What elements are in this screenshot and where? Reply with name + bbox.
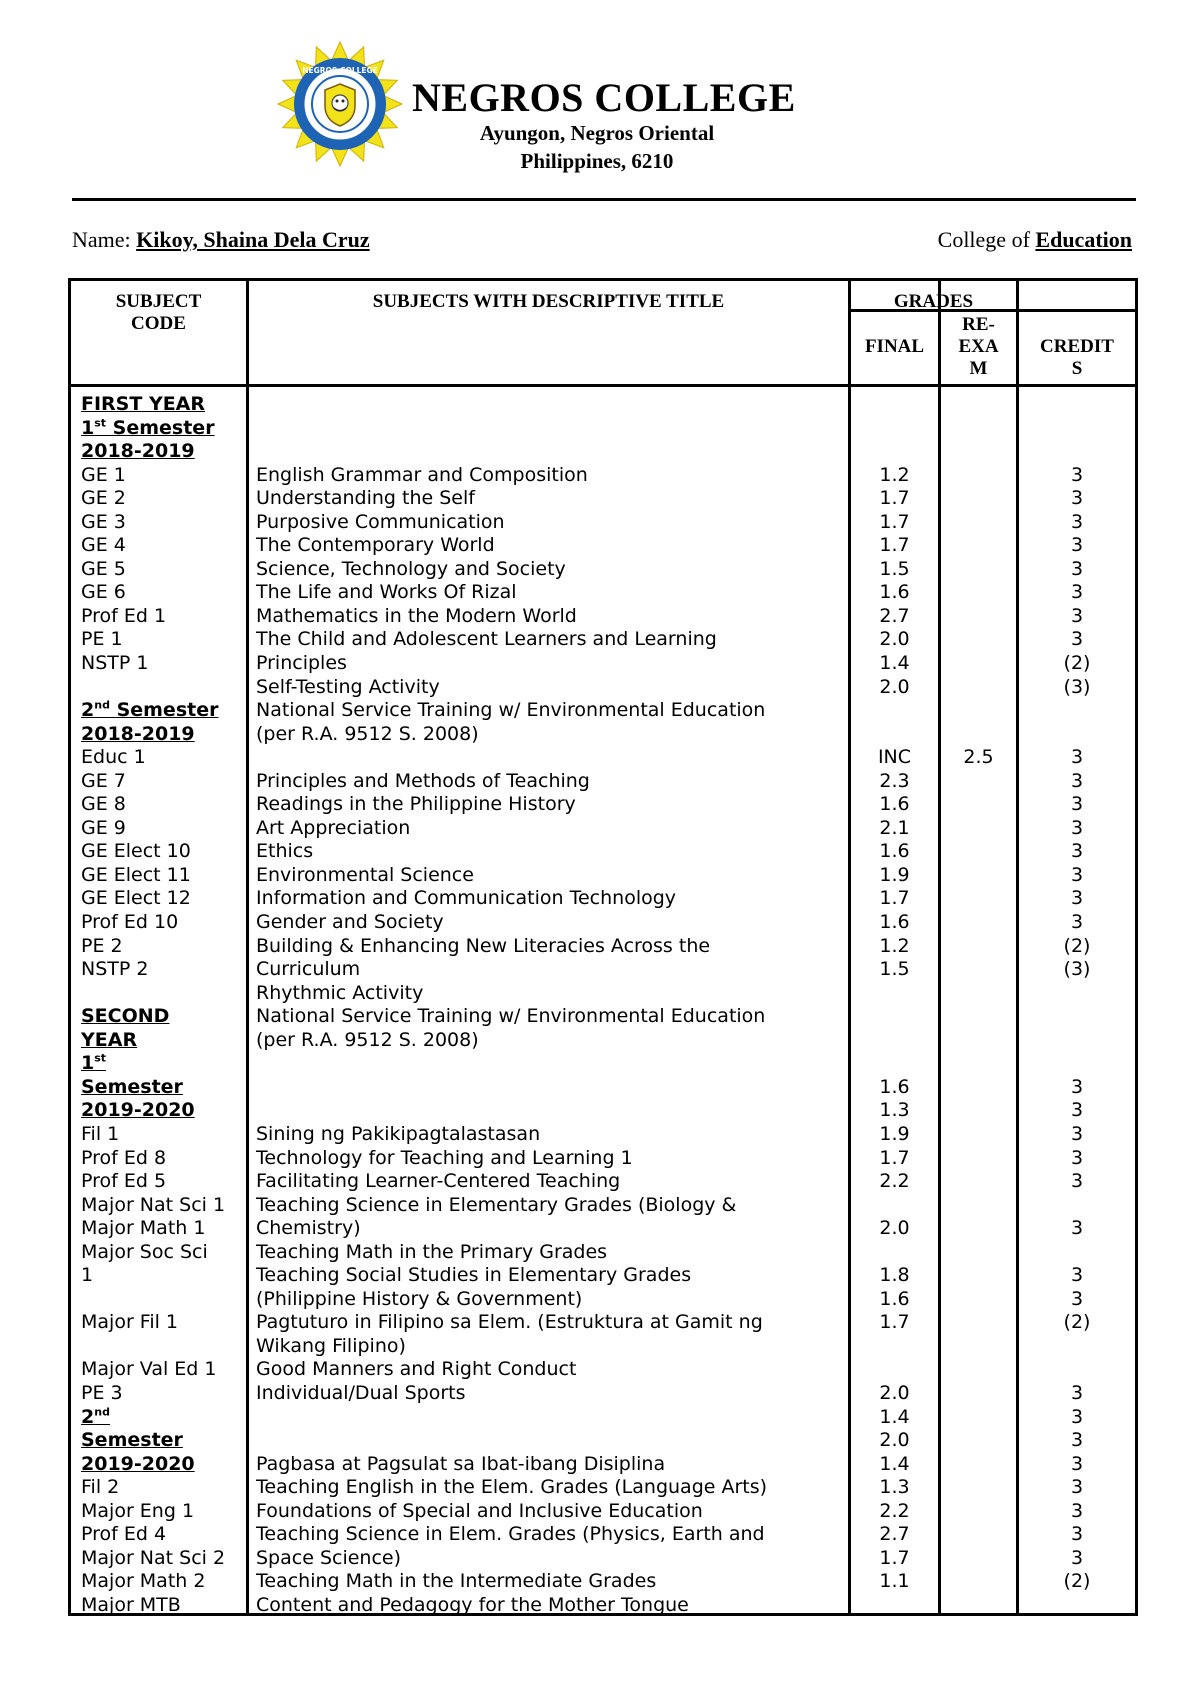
college-seal-logo xyxy=(276,40,404,168)
final-grade-column xyxy=(851,393,938,1617)
seal-ring-text: NEGROS COLLEGE xyxy=(302,66,378,75)
subject-code-cell xyxy=(81,1029,243,1053)
semester-heading: 2019-2020 xyxy=(81,1099,195,1122)
semester-heading: 2019-2020 xyxy=(81,1452,195,1475)
final-grade-cell xyxy=(851,417,938,441)
header-grades: GRADES xyxy=(893,291,974,312)
subject-code-cell xyxy=(81,1453,243,1477)
subject-code-cell: GE 4 xyxy=(81,534,126,557)
final-grade-cell xyxy=(851,1241,938,1265)
subject-title-cell xyxy=(256,1406,841,1430)
final-grade-cell xyxy=(851,1194,938,1218)
credit-cell xyxy=(1019,1194,1135,1218)
subject-code-cell: GE Elect 11 xyxy=(81,863,191,886)
subject-code-cell: 1 xyxy=(81,1264,94,1287)
credit-cell: 3 xyxy=(1070,746,1084,769)
credit-cell xyxy=(1019,982,1135,1006)
address-line-1: Ayungon, Negros Oriental xyxy=(479,121,715,145)
subject-title-cell: The Child and Adolescent Learners and Learning xyxy=(256,628,717,651)
credit-cell: (3) xyxy=(1063,958,1091,981)
final-grade-cell: 1.4 xyxy=(879,652,910,675)
credit-cell: 3 xyxy=(1070,1287,1084,1310)
subject-code-cell: GE 6 xyxy=(81,581,126,604)
credit-cell: (2) xyxy=(1063,1311,1091,1334)
subject-title-cell: (per R.A. 9512 S. 2008) xyxy=(256,722,479,745)
final-grade-cell: 2.0 xyxy=(879,1429,910,1452)
reexam-grade-cell xyxy=(941,511,1016,535)
subject-code-cell xyxy=(81,1429,243,1453)
credit-cell: 3 xyxy=(1070,887,1084,910)
subject-code-cell: Prof Ed 5 xyxy=(81,1170,167,1193)
reexam-grade-cell xyxy=(941,628,1016,652)
final-grade-cell xyxy=(851,1029,938,1053)
credit-cell: 3 xyxy=(1070,1264,1084,1287)
header-descriptive-title: SUBJECTS WITH DESCRIPTIVE TITLE xyxy=(372,291,725,312)
final-grade-cell: 1.7 xyxy=(879,1146,910,1169)
subject-code-cell xyxy=(81,417,243,441)
column-divider xyxy=(246,281,249,1613)
subject-title-cell: Content and Pedagogy for the Mother Tongue xyxy=(256,1593,689,1616)
final-grade-cell: 1.9 xyxy=(879,1122,910,1145)
final-grade-cell: 2.2 xyxy=(879,1499,910,1522)
subject-title-cell: Teaching Science in Elem. Grades (Physics, Earth and xyxy=(256,1523,765,1546)
final-grade-cell xyxy=(851,723,938,747)
subject-code-cell: Major Nat Sci 2 xyxy=(81,1546,226,1569)
credit-cell: 3 xyxy=(1070,1170,1084,1193)
reexam-grade-cell xyxy=(941,487,1016,511)
final-grade-cell: 2.3 xyxy=(879,769,910,792)
credit-cell: 3 xyxy=(1070,840,1084,863)
credit-cell: 3 xyxy=(1070,1499,1084,1522)
header-divider xyxy=(72,198,1136,201)
subject-code-cell: GE 2 xyxy=(81,487,126,510)
reexam-grade-cell xyxy=(941,558,1016,582)
subject-code-cell xyxy=(81,1005,243,1029)
subject-title-cell: Principles xyxy=(256,652,347,675)
credit-cell: 3 xyxy=(1070,1452,1084,1475)
credit-cell: 3 xyxy=(1070,1122,1084,1145)
subject-title-cell: (Philippine History & Government) xyxy=(256,1287,583,1310)
subject-code-cell: PE 3 xyxy=(81,1381,123,1404)
subject-title-cell: Ethics xyxy=(256,840,314,863)
college-value: Education xyxy=(1035,227,1132,252)
subject-title-cell: National Service Training w/ Environmental Education xyxy=(256,699,766,722)
subject-title-cell: Space Science) xyxy=(256,1546,402,1569)
reexam-grade-cell xyxy=(941,652,1016,676)
final-grade-cell xyxy=(851,1594,938,1618)
credit-cell: 3 xyxy=(1070,463,1084,486)
subject-code-cell: PE 1 xyxy=(81,628,123,651)
subject-title-cell xyxy=(256,440,841,464)
subject-title-cell: Purposive Communication xyxy=(256,510,505,533)
subject-title-cell: National Service Training w/ Environmental Education xyxy=(256,1005,766,1028)
subject-title-cell: Teaching Science in Elementary Grades (Biology & xyxy=(256,1193,737,1216)
subject-code-cell xyxy=(81,1288,243,1312)
final-grade-cell: 1.7 xyxy=(879,1311,910,1334)
college-label: College of xyxy=(937,227,1036,252)
subject-title-cell: Sining ng Pakikipagtalastasan xyxy=(256,1122,541,1145)
final-grade-cell xyxy=(851,1335,938,1359)
subject-code-cell: Prof Ed 8 xyxy=(81,1146,167,1169)
final-grade-cell: 1.4 xyxy=(879,1452,910,1475)
subject-code-cell: Fil 1 xyxy=(81,1122,120,1145)
reexam-grade-cell xyxy=(941,605,1016,629)
credit-cell: 3 xyxy=(1070,1476,1084,1499)
semester-heading: FIRST YEAR xyxy=(81,393,206,415)
subject-code-cell: GE 5 xyxy=(81,557,126,580)
final-grade-cell xyxy=(851,393,938,417)
subject-title-cell: Good Manners and Right Conduct xyxy=(256,1358,577,1381)
subject-code-cell: PE 2 xyxy=(81,934,123,957)
final-grade-cell: 1.6 xyxy=(879,793,910,816)
final-grade-cell: 1.7 xyxy=(879,534,910,557)
subject-code-cell xyxy=(81,1099,243,1123)
credit-cell: 3 xyxy=(1070,628,1084,651)
credit-cell: 3 xyxy=(1070,487,1084,510)
final-grade-cell: 1.1 xyxy=(879,1570,910,1593)
credit-cell xyxy=(1019,440,1135,464)
header-subject-code: SUBJECT CODE xyxy=(115,291,202,334)
final-grade-cell xyxy=(851,1005,938,1029)
subject-code-cell: NSTP 1 xyxy=(81,652,149,675)
credit-cell xyxy=(1019,1358,1135,1382)
credit-cell xyxy=(1019,1029,1135,1053)
semester-heading: Semester xyxy=(81,1429,183,1452)
credit-cell: 3 xyxy=(1070,1217,1084,1240)
subject-code-cell xyxy=(81,440,243,464)
subject-title-cell: Understanding the Self xyxy=(256,487,475,510)
subject-code-cell: GE Elect 10 xyxy=(81,840,191,863)
credit-cell: (2) xyxy=(1063,1570,1091,1593)
final-grade-cell: 1.7 xyxy=(879,487,910,510)
subject-title-cell: The Life and Works Of Rizal xyxy=(256,581,517,604)
grades-table xyxy=(68,278,1138,1616)
reexam-grade-cell xyxy=(941,393,1016,417)
subject-title-cell xyxy=(256,1052,841,1076)
final-grade-cell: 1.6 xyxy=(879,1075,910,1098)
subject-title-cell: Information and Communication Technology xyxy=(256,887,677,910)
subject-code-cell: Major MTB xyxy=(81,1593,181,1616)
credit-cell: 3 xyxy=(1070,1381,1084,1404)
subject-title-cell: Chemistry) xyxy=(256,1217,361,1240)
credit-cell: 3 xyxy=(1070,604,1084,627)
subject-title-cell xyxy=(256,1076,841,1100)
subject-code-cell: NSTP 2 xyxy=(81,958,149,981)
reexam-grade-column xyxy=(941,393,1016,770)
credits-column xyxy=(1019,393,1135,1617)
subject-title-cell: Rhythmic Activity xyxy=(256,981,424,1004)
student-name-line xyxy=(72,227,370,253)
reexam-grade-cell xyxy=(941,699,1016,723)
credit-cell: (3) xyxy=(1063,675,1091,698)
credit-cell xyxy=(1019,1335,1135,1359)
subject-title-cell xyxy=(256,417,841,441)
credit-cell: 3 xyxy=(1070,510,1084,533)
name-label: Name: xyxy=(72,227,137,252)
reexam-grade-cell: 2.5 xyxy=(963,746,994,769)
credit-cell: 3 xyxy=(1070,769,1084,792)
subject-title-cell: Mathematics in the Modern World xyxy=(256,604,577,627)
credit-cell xyxy=(1019,1594,1135,1618)
subject-code-cell: Educ 1 xyxy=(81,746,146,769)
credit-cell: 3 xyxy=(1070,793,1084,816)
subject-code-cell: Major Nat Sci 1 xyxy=(81,1193,226,1216)
credit-cell: 3 xyxy=(1070,816,1084,839)
credit-cell xyxy=(1019,1052,1135,1076)
credit-cell: 3 xyxy=(1070,534,1084,557)
final-grade-cell xyxy=(851,1358,938,1382)
subject-title-cell: Principles and Methods of Teaching xyxy=(256,769,590,792)
final-grade-cell: 1.7 xyxy=(879,510,910,533)
address-line-2: Philippines, 6210 xyxy=(520,149,674,173)
semester-heading: 2018-2019 xyxy=(81,440,195,463)
final-grade-cell xyxy=(851,1052,938,1076)
subject-code-cell: Major Math 2 xyxy=(81,1570,206,1593)
subject-title-cell: Facilitating Learner-Centered Teaching xyxy=(256,1170,621,1193)
credit-cell: 3 xyxy=(1070,1099,1084,1122)
subject-title-cell: Teaching Math in the Intermediate Grades xyxy=(256,1570,657,1593)
document-header xyxy=(0,0,1200,200)
credit-cell xyxy=(1019,1241,1135,1265)
final-grade-cell xyxy=(851,982,938,1006)
subject-title-cell: Foundations of Special and Inclusive Education xyxy=(256,1499,703,1522)
final-grade-cell: 1.9 xyxy=(879,863,910,886)
final-grade-cell: 1.2 xyxy=(879,934,910,957)
subject-code-cell: Major Eng 1 xyxy=(81,1499,195,1522)
credit-cell xyxy=(1019,393,1135,417)
reexam-grade-cell xyxy=(941,723,1016,747)
subject-code-cell: Fil 2 xyxy=(81,1476,120,1499)
subject-title-cell: Building & Enhancing New Literacies Across the xyxy=(256,934,711,957)
credit-cell xyxy=(1019,699,1135,723)
header-final: FINAL xyxy=(864,336,925,357)
subject-title-cell: English Grammar and Composition xyxy=(256,463,588,486)
subject-code-cell: Major Soc Sci xyxy=(81,1240,208,1263)
reexam-grade-cell xyxy=(941,464,1016,488)
credit-cell: 3 xyxy=(1070,1546,1084,1569)
final-grade-cell xyxy=(851,440,938,464)
college-line xyxy=(938,227,1132,253)
credit-cell: 3 xyxy=(1070,581,1084,604)
subject-title-cell: Environmental Science xyxy=(256,863,474,886)
final-grade-cell: 2.7 xyxy=(879,1523,910,1546)
reexam-grade-cell xyxy=(941,676,1016,700)
final-grade-cell: 1.5 xyxy=(879,557,910,580)
subject-title-cell: Pagtuturo in Filipino sa Elem. (Estruktura at Gamit ng xyxy=(256,1311,763,1334)
final-grade-cell: 2.7 xyxy=(879,604,910,627)
final-grade-cell: 1.7 xyxy=(879,887,910,910)
subject-code-cell xyxy=(81,982,243,1006)
reexam-grade-cell xyxy=(941,581,1016,605)
final-grade-cell: 1.4 xyxy=(879,1405,910,1428)
final-grade-cell: 1.3 xyxy=(879,1099,910,1122)
subject-title-cell: Art Appreciation xyxy=(256,816,411,839)
credit-cell xyxy=(1019,1005,1135,1029)
semester-heading: 1st xyxy=(81,1051,107,1075)
credit-cell: (2) xyxy=(1063,934,1091,957)
subject-code-cell xyxy=(81,393,243,417)
subject-code-cell: GE 7 xyxy=(81,769,126,792)
subject-code-cell xyxy=(81,699,243,723)
credit-cell: 3 xyxy=(1070,1523,1084,1546)
subject-code-cell: Major Math 1 xyxy=(81,1217,206,1240)
subject-code-cell: Prof Ed 1 xyxy=(81,604,167,627)
credit-cell: 3 xyxy=(1070,863,1084,886)
header-credits: CREDIT S xyxy=(1040,336,1114,379)
reexam-grade-cell xyxy=(941,440,1016,464)
subject-code-cell: GE Elect 12 xyxy=(81,887,191,910)
final-grade-cell: 1.5 xyxy=(879,958,910,981)
credit-cell xyxy=(1019,723,1135,747)
credit-cell: 3 xyxy=(1070,1405,1084,1428)
semester-heading: Semester xyxy=(81,1075,183,1098)
final-grade-cell: 1.6 xyxy=(879,840,910,863)
subject-code-cell xyxy=(81,1335,243,1359)
subject-code-cell: Major Val Ed 1 xyxy=(81,1358,217,1381)
final-grade-cell: 1.8 xyxy=(879,1264,910,1287)
student-name: Kikoy, Shaina Dela Cruz xyxy=(136,227,370,252)
subject-title-cell xyxy=(256,746,841,770)
semester-heading: 2018-2019 xyxy=(81,722,195,745)
final-grade-cell: 1.6 xyxy=(879,911,910,934)
credit-cell: 3 xyxy=(1070,911,1084,934)
subject-code-cell xyxy=(81,676,243,700)
subject-title-cell: Science, Technology and Society xyxy=(256,557,566,580)
subject-title-cell xyxy=(256,393,841,417)
final-grade-cell: 2.0 xyxy=(879,675,910,698)
subject-title-cell: (per R.A. 9512 S. 2008) xyxy=(256,1028,479,1051)
subject-title-cell: Teaching English in the Elem. Grades (Language Arts) xyxy=(256,1476,768,1499)
final-grade-cell: 1.6 xyxy=(879,581,910,604)
college-name: NEGROS COLLEGE xyxy=(412,75,796,120)
final-grade-cell: 1.2 xyxy=(879,463,910,486)
final-grade-cell: INC xyxy=(877,746,912,769)
subject-code-cell: GE 9 xyxy=(81,816,126,839)
subject-code-cell: Major Fil 1 xyxy=(81,1311,179,1334)
header-bottom-rule xyxy=(71,384,1135,387)
subject-title-cell: Wikang Filipino) xyxy=(256,1334,406,1357)
subject-code-cell xyxy=(81,723,243,747)
subject-title-cell: Pagbasa at Pagsulat sa Ibat-ibang Disiplina xyxy=(256,1452,666,1475)
subject-title-cell: Curriculum xyxy=(256,958,361,981)
subject-code-column xyxy=(81,393,243,1617)
subject-title-cell: Technology for Teaching and Learning 1 xyxy=(256,1146,633,1169)
subject-code-cell: Prof Ed 4 xyxy=(81,1523,167,1546)
final-grade-cell: 2.2 xyxy=(879,1170,910,1193)
subject-code-cell xyxy=(81,1406,243,1430)
credit-cell: 3 xyxy=(1070,557,1084,580)
final-grade-cell: 2.0 xyxy=(879,1381,910,1404)
final-grade-cell: 1.3 xyxy=(879,1476,910,1499)
descriptive-title-column xyxy=(256,393,841,1617)
credit-cell: 3 xyxy=(1070,1075,1084,1098)
final-grade-cell xyxy=(851,699,938,723)
subject-title-cell xyxy=(256,1099,841,1123)
reexam-grade-cell xyxy=(941,417,1016,441)
semester-heading: SECOND xyxy=(81,1005,170,1028)
credit-cell: 3 xyxy=(1070,1429,1084,1452)
subject-title-cell: Gender and Society xyxy=(256,911,444,934)
subject-title-cell: Self-Testing Activity xyxy=(256,675,440,698)
subject-title-cell: Teaching Math in the Primary Grades xyxy=(256,1240,608,1263)
subject-code-cell: GE 3 xyxy=(81,510,126,533)
subject-code-cell: GE 8 xyxy=(81,793,126,816)
subject-title-cell: Individual/Dual Sports xyxy=(256,1381,466,1404)
header-reexam: RE- EXA M xyxy=(958,314,999,379)
final-grade-cell: 2.0 xyxy=(879,1217,910,1240)
subject-code-cell: Prof Ed 10 xyxy=(81,911,179,934)
final-grade-cell: 1.6 xyxy=(879,1287,910,1310)
subject-code-cell xyxy=(81,1076,243,1100)
credit-cell: 3 xyxy=(1070,1146,1084,1169)
reexam-grade-cell xyxy=(941,534,1016,558)
subject-title-cell xyxy=(256,1429,841,1453)
semester-heading: 2nd xyxy=(81,1405,110,1428)
final-grade-cell: 1.7 xyxy=(879,1546,910,1569)
semester-heading: YEAR xyxy=(81,1028,138,1051)
semester-heading: 1st Semester xyxy=(81,416,215,439)
semester-heading: 2nd Semester xyxy=(81,698,219,722)
final-grade-cell: 2.1 xyxy=(879,816,910,839)
credit-cell: (2) xyxy=(1063,652,1091,675)
subject-code-cell xyxy=(81,1052,243,1076)
subject-title-cell: Readings in the Philippine History xyxy=(256,793,576,816)
credit-cell xyxy=(1019,417,1135,441)
final-grade-cell: 2.0 xyxy=(879,628,910,651)
subject-title-cell: The Contemporary World xyxy=(256,534,495,557)
subject-title-cell: Teaching Social Studies in Elementary Grades xyxy=(256,1264,692,1287)
subject-code-cell: GE 1 xyxy=(81,463,126,486)
